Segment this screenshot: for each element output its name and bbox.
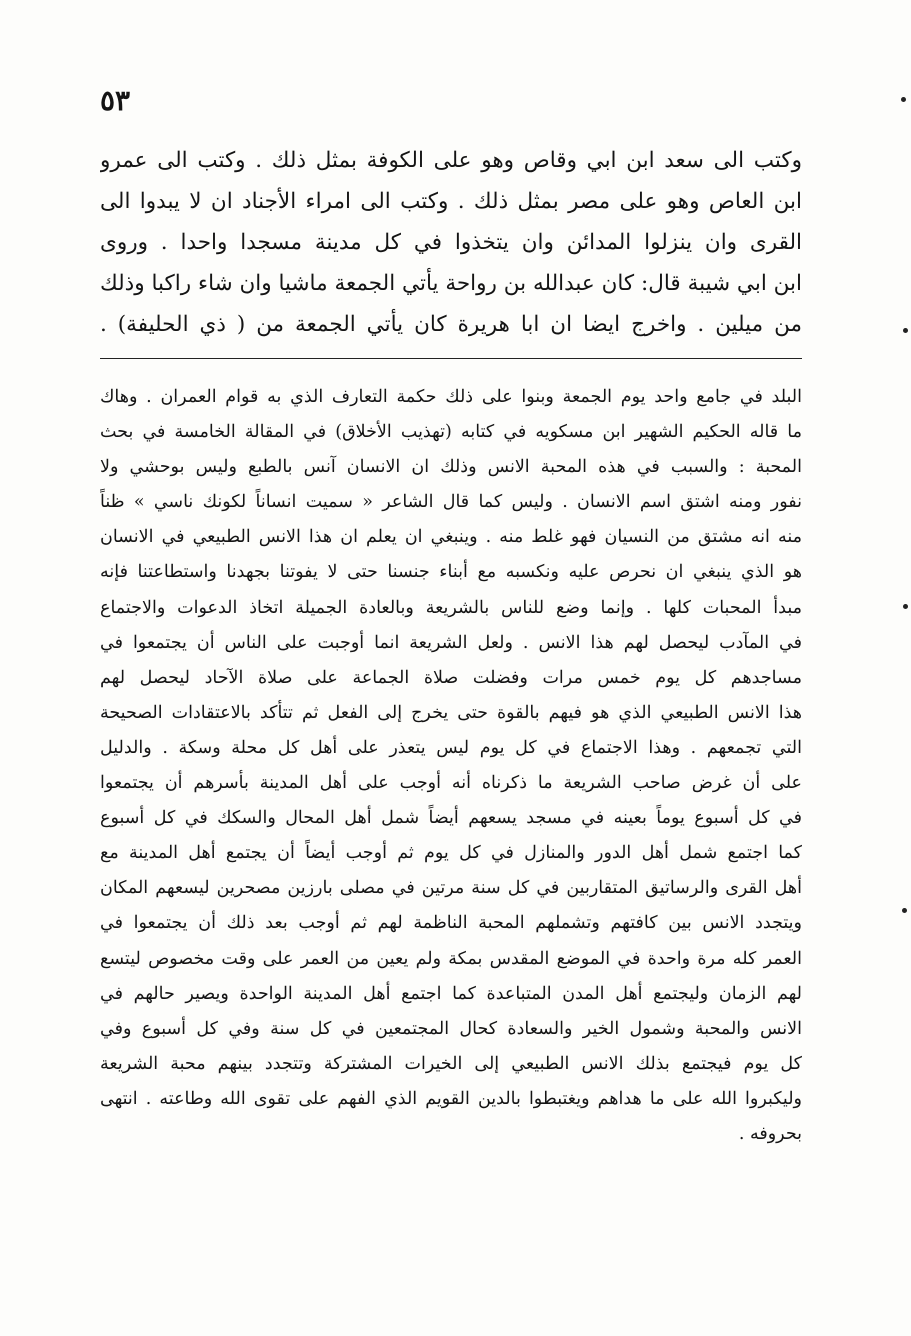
footnote-line: المحبة : والسبب في هذه المحبة الانس وذلك ان الانسان آنس بالطبع وليس بوحشي ولا — [100, 457, 802, 478]
text-line: القرى وان ينزلوا المدائن وان يتخذوا في كل مدينة مسجدا واحدا . وروى — [100, 230, 802, 255]
footnote-line: نفور ومنه اشتق اسم الانسان . وليس كما قال الشاعر « سميت انساناً لكونك ناسي » ظناً — [100, 492, 802, 513]
footnote-line: هذا الانس الطبيعي الذي هو فيهم بالقوة حتى يخرج إلى الفعل ثم تتأكد بالاعتقادات الصحيحة — [100, 702, 802, 723]
footnote-line: البلد في جامع واحد يوم الجمعة وبنوا على ذلك حكمة التعارف الذي به قوام العمران . وهاك — [100, 387, 802, 407]
footnote-line: كما اجتمع شمل أهل الدور والمنازل في كل يوم ثم أوجب أيضاً أن يجتمع أهل المدينة مع — [100, 843, 802, 864]
scan-mark — [901, 97, 906, 102]
text-line: وكتب الى سعد ابن ابي وقاص وهو على الكوفة بمثل ذلك . وكتب الى عمرو — [100, 148, 802, 173]
footnote-line: في كل أسبوع يوماً بعينه في مسجد يسعهم أيضاً شمل أهل المحال والسكك في كل أسبوع — [100, 808, 802, 829]
text-line: ابن العاص وهو على مصر بمثل ذلك . وكتب الى امراء الأجناد ان لا يبدوا الى — [100, 189, 802, 214]
footnote-line: هو الذي ينبغي ان نحرص عليه ونكسبه مع أبناء جنسنا حتى لا يفوتنا بجهدنا واستطاعتنا فإنه — [100, 562, 802, 583]
footnote-line: بحروفه . — [738, 1123, 802, 1144]
footnote-line: الانس والمحبة وشمول الخير والسعادة كحال المجتمعين في كل سنة وفي كل أسبوع وفي — [100, 1018, 802, 1039]
footnote-separator — [100, 358, 802, 359]
footnote-line: لهم الزمان وليجتمع أهل المدن المتباعدة كما اجتمع أهل المدينة الواحدة ويصير حالهم في — [100, 983, 802, 1004]
footnote-line: في المآدب ليحصل لهم هذا الانس . ولعل الشريعة انما أوجبت على الناس أن يجتمعوا في — [100, 632, 802, 653]
text-line: ابن ابي شيبة قال: كان عبدالله بن رواحة يأتي الجمعة ماشيا وان شاء راكبا وذلك — [100, 271, 802, 296]
footnote-line: منه انه مشتق من النسيان فهو غلط منه . وينبغي ان يعلم ان هذا الانس الطبيعي في الانسان — [100, 527, 802, 548]
text-line: من ميلين . واخرج ايضا ان ابا هريرة كان يأتي الجمعة من ( ذي الحليفة) . — [100, 312, 802, 337]
footnote-line: على أن غرض صاحب الشريعة ما ذكرناه أنه أوجب على أهل المدينة بأسرهم أن يجتمعوا — [100, 773, 802, 794]
footnote-line: التي تجمعهم . وهذا الاجتماع في كل يوم ليس يتعذر على أهل كل محلة وسكة . والدليل — [100, 737, 802, 758]
footnote-line: أهل القرى والرساتيق المتقاربين في كل سنة مرتين في مصلى بارزين مصحرين ليسعهم المكان — [100, 878, 802, 899]
page-number: ٥٣ — [100, 84, 131, 117]
footnote-line: العمر كله مرة واحدة في الموضع المقدس بمكة ولم يعين من العمر على وقت مخصوص ليتسع — [100, 948, 802, 969]
scan-mark — [903, 604, 908, 609]
scan-mark — [903, 328, 908, 333]
footnote-line: وليكبروا الله على ما هداهم ويغتبطوا بالدين القويم الذي الفهم على تقوى الله وطاعته . انتهى — [100, 1088, 802, 1109]
footnote-line: ما قاله الحكيم الشهير ابن مسكويه في كتابه (تهذيب الأخلاق) في المقالة الخامسة في بحث — [100, 422, 802, 443]
footnote-line: ويتجدد الانس بين كافتهم وتشملهم المحبة الناظمة لهم ثم أوجب بعد ذلك أن يجتمعوا في — [100, 913, 802, 934]
footnote-line: كل يوم فيجتمع بذلك الانس الطبيعي إلى الخيرات المشتركة وتتجدد بينهم محبة الشريعة — [100, 1053, 802, 1074]
footnote-line: مبدأ المحبات كلها . وإنما وضع للناس بالشريعة وبالعادة الجميلة اتخاذ الدعوات والاجتماع — [100, 597, 802, 618]
main-text — [100, 140, 802, 345]
scan-mark — [902, 908, 907, 913]
footnote — [100, 380, 802, 1152]
footnote-line: مساجدهم كل يوم خمس مرات وفضلت صلاة الجماعة على صلاة الآحاد ليحصل لهم — [100, 667, 802, 688]
